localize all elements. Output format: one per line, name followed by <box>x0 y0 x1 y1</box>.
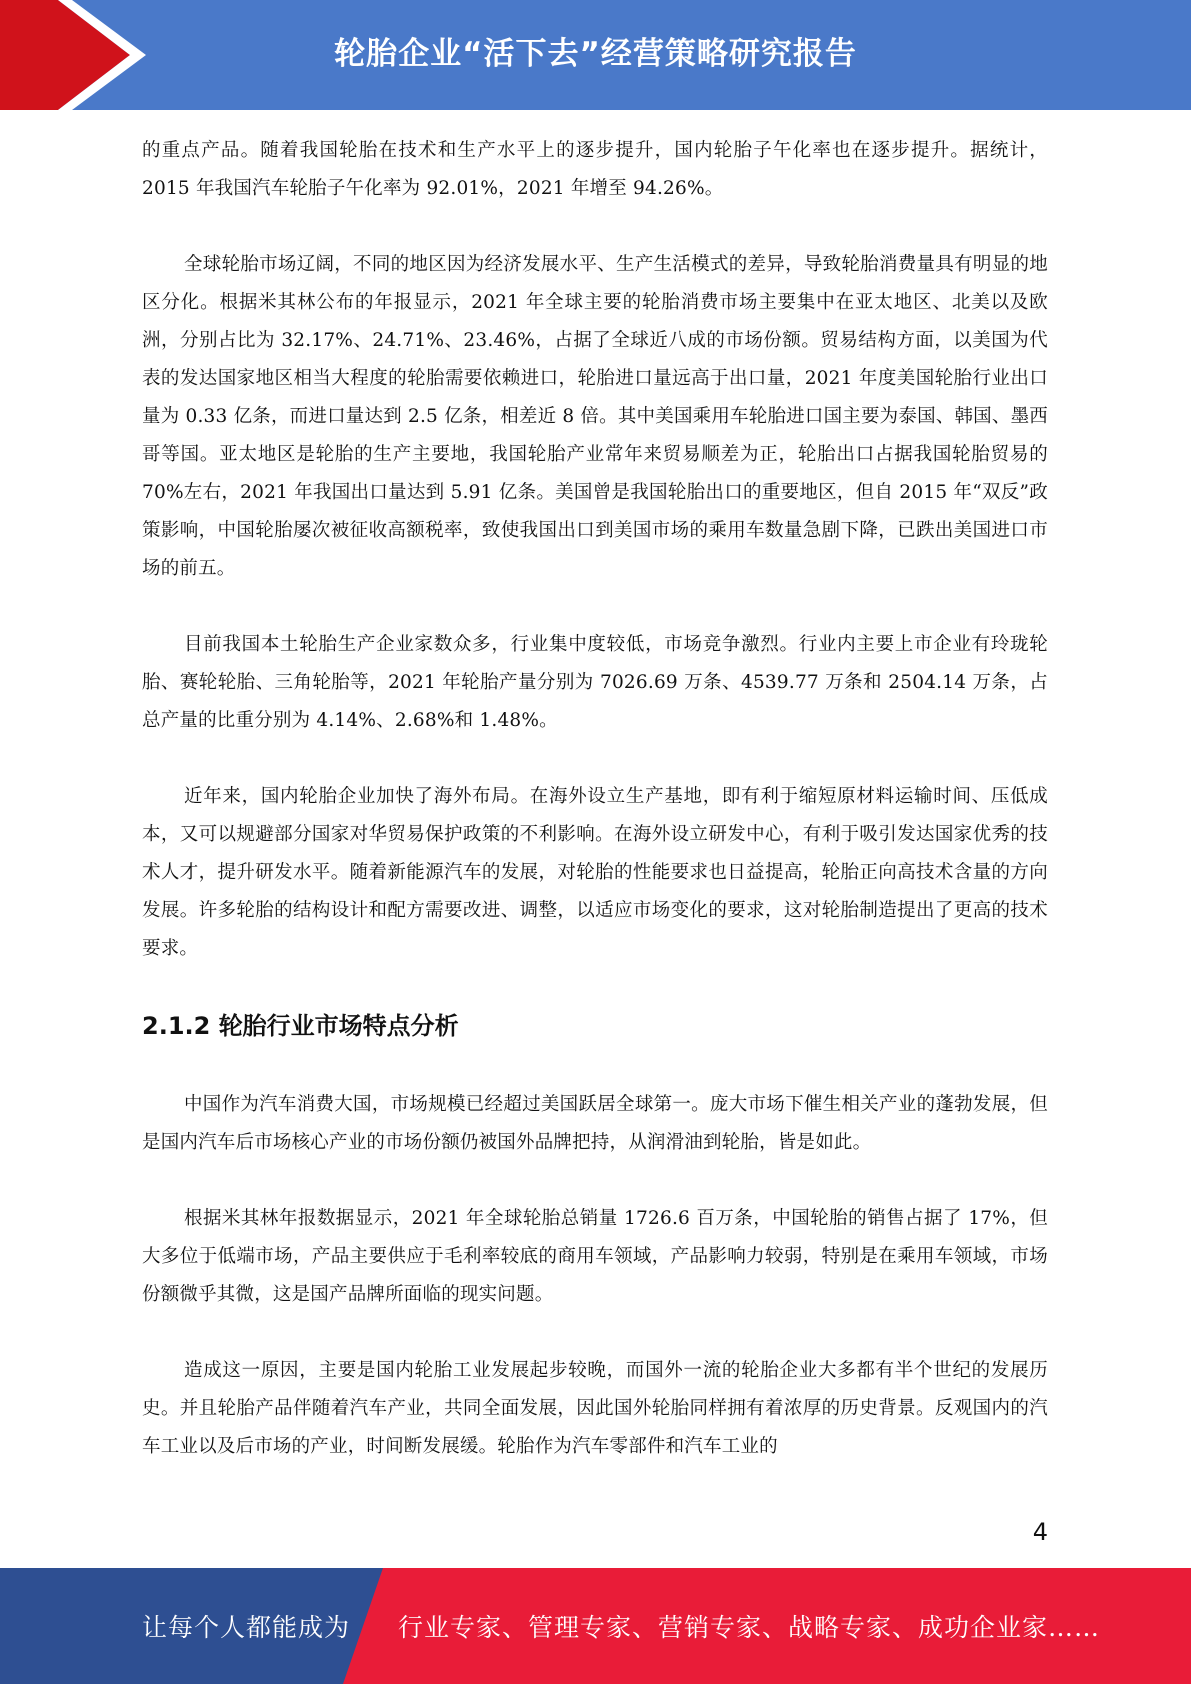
section-heading: 2.1.2 轮胎行业市场特点分析 <box>142 1012 459 1040</box>
paragraph: 造成这一原因，主要是国内轮胎工业发展起步较晚，而国外一流的轮胎企业大多都有半个世纪的发展历史。并且轮胎产品伴随着汽车产业，共同全面发展，因此国外轮胎同样拥有着浓厚的历史背景。反观国内的汽车工业以及后市场的产业，时间断发展缓。轮胎作为汽车零部件和汽车工业的 <box>142 1360 1048 1457</box>
header-arrow-icon <box>0 0 150 110</box>
header-banner <box>0 0 1191 110</box>
paragraph: 中国作为汽车消费大国，市场规模已经超过美国跃居全球第一。庞大市场下催生相关产业的蓬勃发展，但是国内汽车后市场核心产业的市场份额仍被国外品牌把持，从润滑油到轮胎，皆是如此。 <box>142 1094 1048 1153</box>
paragraph: 全球轮胎市场辽阔，不同的地区因为经济发展水平、生产生活模式的差异，导致轮胎消费量具有明显的地区分化。根据米其林公布的年报显示，2021 年全球主要的轮胎消费市场主要集中在亚太地区、北美以及欧洲，分别占比为 32.17%、24.71%、23.46%，占据了全球近八成的市场份额。贸易结构方面，以美国为代表的发达国家地区相当大程度的轮胎需要依赖进口，轮胎进口量远高于出口量，2021 年度美国轮胎行业出口量为 0.33 亿条，而进口量达到 2.5 亿条，相差近 8 倍。其中美国乘用车轮胎进口国主要为泰国、韩国、墨西哥等国。亚太地区是轮胎的生产主要地，我国轮胎产业常年来贸易顺差为正，轮胎出口占据我国轮胎贸易的 70%左右，2021 年我国出口量达到 5.91 亿条。美国曾是我国轮胎出口的重要地区，但自 2015 年“双反”政策影响，中国轮胎屡次被征收高额税率，致使我国出口到美国市场的乘用车数量急剧下降，已跌出美国进口市场的前五。 <box>142 254 1048 579</box>
page-number: 4 <box>1032 1518 1048 1546</box>
document-body <box>142 132 1048 1504</box>
footer-banner <box>0 1568 1191 1684</box>
footer-slogan-left: 让每个人都能成为 <box>142 1613 351 1642</box>
paragraph: 目前我国本土轮胎生产企业家数众多，行业集中度较低，市场竞争激烈。行业内主要上市企业有玲珑轮胎、赛轮轮胎、三角轮胎等，2021 年轮胎产量分别为 7026.69 万条、4539.77 万条和 2504.14 万条，占总产量的比重分别为 4.14%、2.68%和 1.48%。 <box>142 634 1048 731</box>
page-title: 轮胎企业“活下去”经营策略研究报告 <box>334 35 857 72</box>
paragraph: 的重点产品。随着我国轮胎在技术和生产水平上的逐步提升，国内轮胎子午化率也在逐步提升。据统计，2015 年我国汽车轮胎子午化率为 92.01%，2021 年增至 94.26%。 <box>142 140 1048 199</box>
footer-slogan-right: 行业专家、管理专家、营销专家、战略专家、成功企业家…… <box>398 1613 1101 1642</box>
paragraph: 根据米其林年报数据显示，2021 年全球轮胎总销量 1726.6 百万条，中国轮胎的销售占据了 17%，但大多位于低端市场，产品主要供应于毛利率较底的商用车领域，产品影响力较弱，特别是在乘用车领域，市场份额微乎其微，这是国产品牌所面临的现实问题。 <box>142 1208 1048 1305</box>
paragraph: 近年来，国内轮胎企业加快了海外布局。在海外设立生产基地，即有利于缩短原材料运输时间、压低成本，又可以规避部分国家对华贸易保护政策的不利影响。在海外设立研发中心，有利于吸引发达国家优秀的技术人才，提升研发水平。随着新能源汽车的发展，对轮胎的性能要求也日益提高，轮胎正向高技术含量的方向发展。许多轮胎的结构设计和配方需要改进、调整，以适应市场变化的要求，这对轮胎制造提出了更高的技术要求。 <box>142 786 1048 959</box>
